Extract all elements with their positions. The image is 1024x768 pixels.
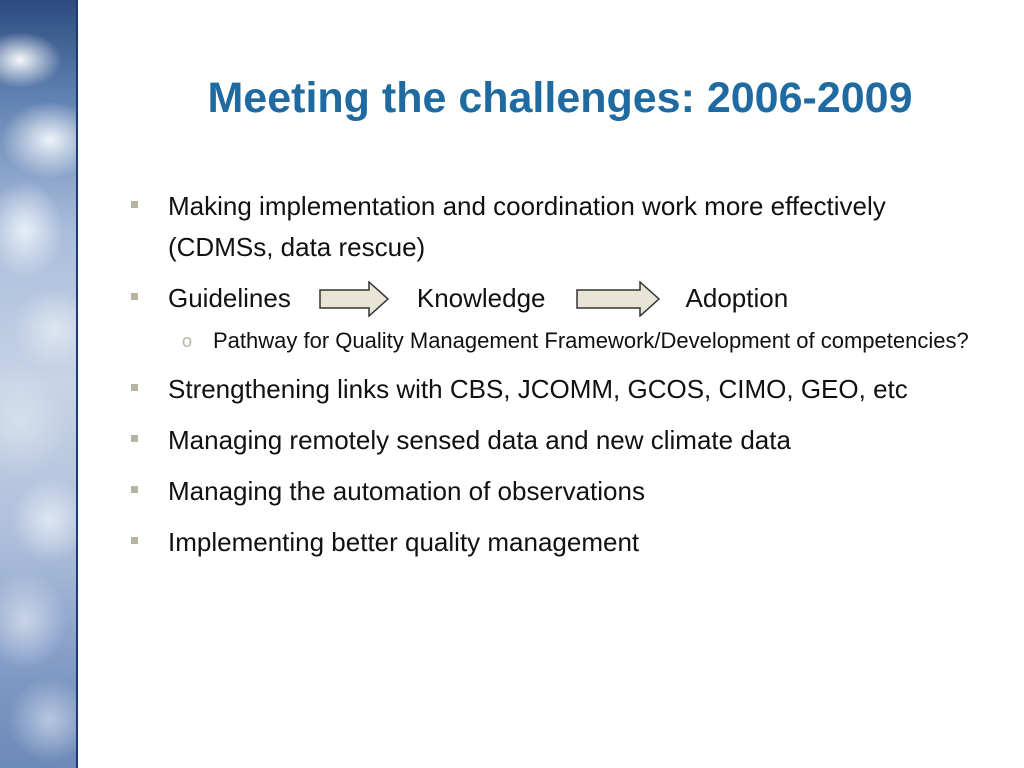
- bullet-text: Making implementation and coordination work more effectively (CDMSs, data rescue): [168, 191, 886, 262]
- sky-cloud-image: [0, 0, 76, 768]
- slide-title: Meeting the challenges: 2006-2009: [207, 74, 913, 122]
- strip-divider: [76, 0, 78, 768]
- bullet-text: Implementing better quality management: [168, 527, 640, 557]
- bullet-item-flow: [128, 278, 988, 319]
- square-bullet-icon: [131, 435, 138, 442]
- square-bullet-icon: [131, 293, 138, 300]
- bullet-text: Managing remotely sensed data and new climate data: [168, 425, 791, 455]
- bullet-item: [128, 522, 988, 563]
- bullet-item: [128, 471, 988, 512]
- sub-bullet-item: [128, 323, 988, 359]
- bullet-text: Strengthening links with CBS, JCOMM, GCOS, CIMO, GEO, etc: [168, 374, 908, 404]
- bullet-list: [128, 186, 988, 573]
- square-bullet-icon: [131, 201, 138, 208]
- bullet-item: [128, 186, 988, 268]
- square-bullet-icon: [131, 384, 138, 391]
- right-arrow-icon: [576, 281, 660, 317]
- bullet-text: Managing the automation of observations: [168, 476, 645, 506]
- sub-bullet-text: Pathway for Quality Management Framework/Development of competencies?: [213, 328, 969, 353]
- circle-bullet-icon: o: [182, 331, 193, 351]
- flow-step-guidelines: Guidelines: [168, 283, 291, 313]
- bullet-item: [128, 420, 988, 461]
- process-flow: [168, 278, 988, 319]
- square-bullet-icon: [131, 537, 138, 544]
- square-bullet-icon: [131, 486, 138, 493]
- bullet-item: [128, 369, 988, 410]
- right-arrow-icon: [319, 281, 389, 317]
- flow-step-adoption: Adoption: [685, 283, 789, 313]
- flow-step-knowledge: Knowledge: [416, 283, 546, 313]
